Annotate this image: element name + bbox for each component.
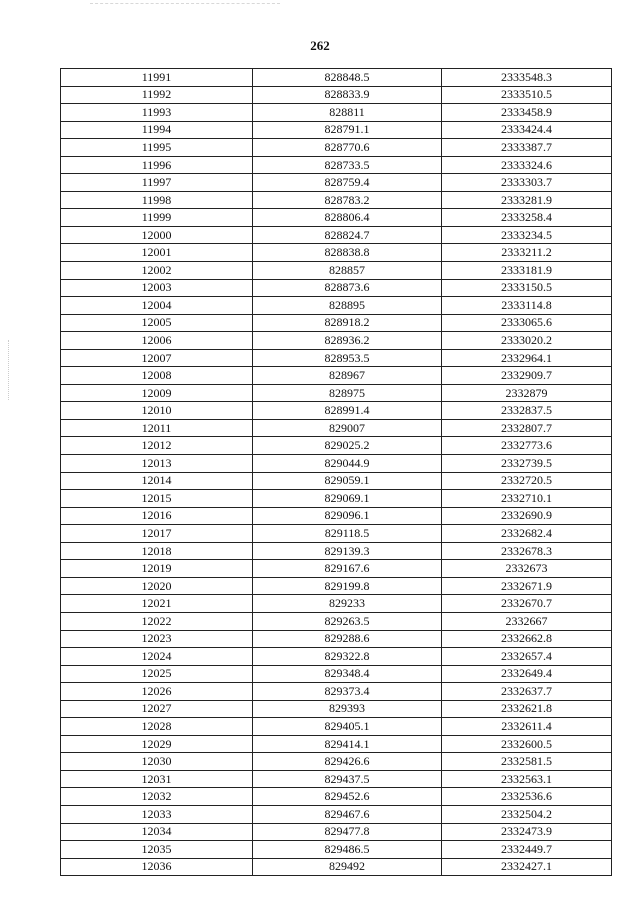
y-coordinate-cell: 2333258.4 [442,209,612,227]
y-coordinate-cell: 2332678.3 [442,542,612,560]
x-coordinate-cell: 829373.4 [253,683,442,701]
point-id-cell: 11996 [61,156,253,174]
point-id-cell: 12036 [61,858,253,876]
y-coordinate-cell: 2332427.1 [442,858,612,876]
x-coordinate-cell: 828806.4 [253,209,442,227]
scan-artifact-rule [90,3,280,4]
table-row [61,332,612,350]
table-row [61,507,612,525]
point-id-cell: 12004 [61,297,253,315]
y-coordinate-cell: 2333114.8 [442,297,612,315]
table-row [61,683,612,701]
table-row [61,665,612,683]
point-id-cell: 12010 [61,402,253,420]
y-coordinate-cell: 2332649.4 [442,665,612,683]
x-coordinate-cell: 828967 [253,367,442,385]
table-row [61,314,612,332]
x-coordinate-cell: 829492 [253,858,442,876]
x-coordinate-cell: 828833.9 [253,86,442,104]
x-coordinate-cell: 828991.4 [253,402,442,420]
table-row [61,69,612,87]
y-coordinate-cell: 2332662.8 [442,630,612,648]
y-coordinate-cell: 2332773.6 [442,437,612,455]
point-id-cell: 12031 [61,770,253,788]
x-coordinate-cell: 828811 [253,104,442,122]
table-row [61,455,612,473]
point-id-cell: 12021 [61,595,253,613]
y-coordinate-cell: 2332837.5 [442,402,612,420]
y-coordinate-cell: 2333020.2 [442,332,612,350]
point-id-cell: 12023 [61,630,253,648]
y-coordinate-cell: 2333510.5 [442,86,612,104]
point-id-cell: 12025 [61,665,253,683]
x-coordinate-cell: 829405.1 [253,718,442,736]
table-row [61,121,612,139]
point-id-cell: 12013 [61,455,253,473]
table-row [61,104,612,122]
point-id-cell: 12001 [61,244,253,262]
table-row [61,472,612,490]
y-coordinate-cell: 2332964.1 [442,349,612,367]
point-id-cell: 11999 [61,209,253,227]
y-coordinate-cell: 2333065.6 [442,314,612,332]
page-number: 262 [310,38,330,53]
point-id-cell: 12019 [61,560,253,578]
point-id-cell: 12007 [61,349,253,367]
point-id-cell: 12009 [61,384,253,402]
y-coordinate-cell: 2333303.7 [442,174,612,192]
table-row [61,384,612,402]
point-id-cell: 12029 [61,735,253,753]
y-coordinate-cell: 2332909.7 [442,367,612,385]
table-row [61,349,612,367]
point-id-cell: 12003 [61,279,253,297]
table-row [61,244,612,262]
y-coordinate-cell: 2333181.9 [442,262,612,280]
point-id-cell: 12035 [61,841,253,859]
point-id-cell: 12020 [61,577,253,595]
y-coordinate-cell: 2333150.5 [442,279,612,297]
x-coordinate-cell: 829096.1 [253,507,442,525]
x-coordinate-cell: 828733.5 [253,156,442,174]
y-coordinate-cell: 2332563.1 [442,770,612,788]
x-coordinate-cell: 829477.8 [253,823,442,841]
table-row [61,174,612,192]
table-row [61,648,612,666]
table-row [61,560,612,578]
point-id-cell: 12028 [61,718,253,736]
y-coordinate-cell: 2332473.9 [442,823,612,841]
y-coordinate-cell: 2332536.6 [442,788,612,806]
y-coordinate-cell: 2332611.4 [442,718,612,736]
y-coordinate-cell: 2333324.6 [442,156,612,174]
y-coordinate-cell: 2332710.1 [442,490,612,508]
y-coordinate-cell: 2332690.9 [442,507,612,525]
table-row [61,490,612,508]
point-id-cell: 12005 [61,314,253,332]
table-row [61,805,612,823]
table-row [61,525,612,543]
point-id-cell: 12026 [61,683,253,701]
y-coordinate-cell: 2332682.4 [442,525,612,543]
x-coordinate-cell: 829452.6 [253,788,442,806]
x-coordinate-cell: 829059.1 [253,472,442,490]
x-coordinate-cell: 829233 [253,595,442,613]
y-coordinate-cell: 2333234.5 [442,226,612,244]
point-id-cell: 12024 [61,648,253,666]
x-coordinate-cell: 828791.1 [253,121,442,139]
point-id-cell: 12012 [61,437,253,455]
table-row [61,226,612,244]
point-id-cell: 12034 [61,823,253,841]
y-coordinate-cell: 2332504.2 [442,805,612,823]
y-coordinate-cell: 2333548.3 [442,69,612,87]
point-id-cell: 11993 [61,104,253,122]
x-coordinate-cell: 828783.2 [253,191,442,209]
table-row [61,630,612,648]
y-coordinate-cell: 2332879 [442,384,612,402]
point-id-cell: 12032 [61,788,253,806]
y-coordinate-cell: 2332637.7 [442,683,612,701]
table-row [61,823,612,841]
x-coordinate-cell: 828873.6 [253,279,442,297]
point-id-cell: 12002 [61,262,253,280]
table-row [61,156,612,174]
x-coordinate-cell: 829263.5 [253,612,442,630]
table-row [61,700,612,718]
x-coordinate-cell: 829044.9 [253,455,442,473]
y-coordinate-cell: 2332671.9 [442,577,612,595]
y-coordinate-cell: 2333211.2 [442,244,612,262]
y-coordinate-cell: 2332600.5 [442,735,612,753]
y-coordinate-cell: 2332621.8 [442,700,612,718]
table-row [61,402,612,420]
y-coordinate-cell: 2332739.5 [442,455,612,473]
coordinates-table-body [61,69,612,876]
table-row [61,419,612,437]
point-id-cell: 11991 [61,69,253,87]
x-coordinate-cell: 829069.1 [253,490,442,508]
point-id-cell: 12000 [61,226,253,244]
point-id-cell: 12022 [61,612,253,630]
x-coordinate-cell: 829467.6 [253,805,442,823]
y-coordinate-cell: 2332673 [442,560,612,578]
y-coordinate-cell: 2332670.7 [442,595,612,613]
y-coordinate-cell: 2332667 [442,612,612,630]
table-row [61,753,612,771]
table-row [61,86,612,104]
point-id-cell: 12033 [61,805,253,823]
table-row [61,367,612,385]
table-row [61,542,612,560]
x-coordinate-cell: 828895 [253,297,442,315]
x-coordinate-cell: 829322.8 [253,648,442,666]
table-row [61,139,612,157]
table-row [61,191,612,209]
table-row [61,279,612,297]
x-coordinate-cell: 828975 [253,384,442,402]
x-coordinate-cell: 829348.4 [253,665,442,683]
x-coordinate-cell: 829288.6 [253,630,442,648]
point-id-cell: 11992 [61,86,253,104]
x-coordinate-cell: 829007 [253,419,442,437]
point-id-cell: 12015 [61,490,253,508]
point-id-cell: 12006 [61,332,253,350]
y-coordinate-cell: 2333424.4 [442,121,612,139]
y-coordinate-cell: 2333387.7 [442,139,612,157]
point-id-cell: 11994 [61,121,253,139]
point-id-cell: 11998 [61,191,253,209]
x-coordinate-cell: 828759.4 [253,174,442,192]
x-coordinate-cell: 829486.5 [253,841,442,859]
coordinates-table [60,68,612,876]
x-coordinate-cell: 829118.5 [253,525,442,543]
scan-artifact-margin [8,340,9,400]
point-id-cell: 12014 [61,472,253,490]
x-coordinate-cell: 829139.3 [253,542,442,560]
table-row [61,297,612,315]
x-coordinate-cell: 829393 [253,700,442,718]
point-id-cell: 12017 [61,525,253,543]
point-id-cell: 12016 [61,507,253,525]
x-coordinate-cell: 828857 [253,262,442,280]
point-id-cell: 12018 [61,542,253,560]
point-id-cell: 12011 [61,419,253,437]
x-coordinate-cell: 828848.5 [253,69,442,87]
x-coordinate-cell: 829437.5 [253,770,442,788]
x-coordinate-cell: 829199.8 [253,577,442,595]
x-coordinate-cell: 829414.1 [253,735,442,753]
y-coordinate-cell: 2332657.4 [442,648,612,666]
table-row [61,595,612,613]
table-row [61,735,612,753]
table-row [61,718,612,736]
x-coordinate-cell: 828953.5 [253,349,442,367]
table-row [61,437,612,455]
point-id-cell: 12008 [61,367,253,385]
table-row [61,770,612,788]
table-row [61,577,612,595]
table-row [61,841,612,859]
y-coordinate-cell: 2333281.9 [442,191,612,209]
table-row [61,262,612,280]
y-coordinate-cell: 2332807.7 [442,419,612,437]
y-coordinate-cell: 2332449.7 [442,841,612,859]
y-coordinate-cell: 2333458.9 [442,104,612,122]
point-id-cell: 11997 [61,174,253,192]
x-coordinate-cell: 828824.7 [253,226,442,244]
x-coordinate-cell: 828936.2 [253,332,442,350]
x-coordinate-cell: 829426.6 [253,753,442,771]
x-coordinate-cell: 828770.6 [253,139,442,157]
point-id-cell: 12030 [61,753,253,771]
point-id-cell: 12027 [61,700,253,718]
x-coordinate-cell: 829025.2 [253,437,442,455]
table-row [61,209,612,227]
x-coordinate-cell: 828918.2 [253,314,442,332]
table-row [61,612,612,630]
point-id-cell: 11995 [61,139,253,157]
table-row [61,858,612,876]
table-row [61,788,612,806]
x-coordinate-cell: 828838.8 [253,244,442,262]
y-coordinate-cell: 2332581.5 [442,753,612,771]
y-coordinate-cell: 2332720.5 [442,472,612,490]
coordinates-table-wrapper [60,68,611,876]
x-coordinate-cell: 829167.6 [253,560,442,578]
